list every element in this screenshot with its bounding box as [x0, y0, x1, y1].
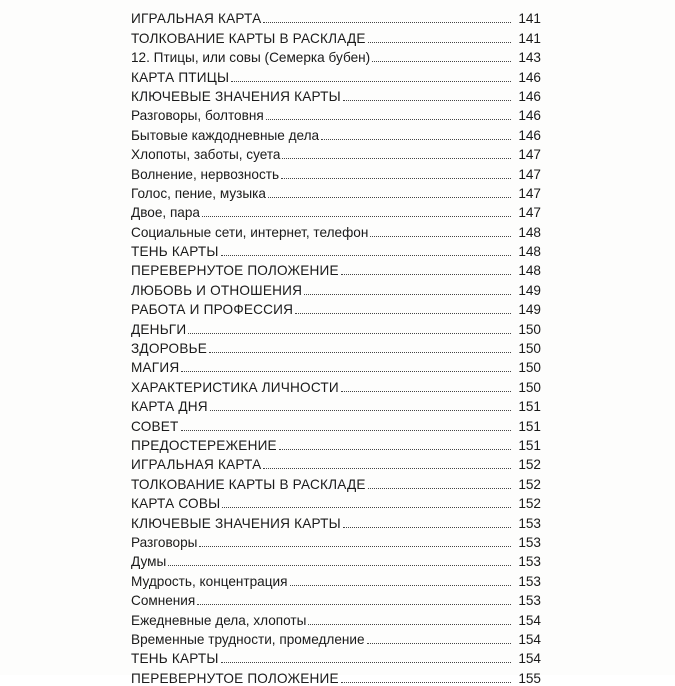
- toc-entry-title: ПРЕДОСТЕРЕЖЕНИЕ: [131, 437, 277, 453]
- toc-dot-leader: [263, 467, 511, 469]
- toc-dot-leader: [321, 138, 511, 140]
- toc-entry-title: КАРТА ПТИЦЫ: [131, 69, 230, 85]
- toc-entry: [131, 492, 541, 511]
- toc-dot-leader: [209, 351, 511, 353]
- toc-dot-leader: [202, 215, 511, 217]
- toc-entry-page-number: 150: [518, 321, 541, 337]
- toc-entry-page-number: 146: [518, 88, 541, 104]
- toc-entry: [131, 162, 541, 181]
- toc-dot-leader: [341, 681, 511, 683]
- toc-entry-page-number: 152: [518, 476, 541, 492]
- toc-dot-leader: [188, 332, 511, 334]
- toc-dot-leader: [199, 545, 511, 547]
- toc-entry-title: КЛЮЧЕВЫЕ ЗНАЧЕНИЯ КАРТЫ: [131, 515, 341, 531]
- toc-entry-title: 12. Птицы, или совы (Семерка бубен): [131, 50, 371, 66]
- toc-entry-title: ИГРАЛЬНАЯ КАРТА: [131, 457, 262, 473]
- toc-dot-leader: [282, 157, 511, 159]
- toc-entry: [131, 298, 541, 317]
- toc-entry-title: ХАРАКТЕРИСТИКА ЛИЧНОСТИ: [131, 379, 339, 395]
- toc-entry-title: РАБОТА И ПРОФЕССИЯ: [131, 302, 294, 318]
- toc-entry: [131, 143, 541, 162]
- toc-dot-leader: [221, 661, 511, 663]
- toc-entry: [131, 434, 541, 453]
- toc-entry: [131, 26, 541, 45]
- toc-entry: [131, 647, 541, 666]
- toc-dot-leader: [343, 526, 511, 528]
- toc-entry-title: Мудрость, концентрация: [131, 573, 288, 589]
- toc-entry: [131, 182, 541, 201]
- toc-entry-page-number: 149: [518, 302, 541, 318]
- toc-entry: [131, 589, 541, 608]
- toc-entry-title: Думы: [131, 554, 167, 570]
- toc-entry-title: Двое, пара: [131, 205, 200, 221]
- toc-entry-title: ПЕРЕВЕРНУТОЕ ПОЛОЖЕНИЕ: [131, 670, 339, 686]
- toc-entry-page-number: 154: [518, 612, 541, 628]
- toc-dot-leader: [266, 118, 511, 120]
- toc-entry: [131, 337, 541, 356]
- toc-entry-page-number: 154: [518, 631, 541, 647]
- toc-entry-page-number: 141: [518, 30, 541, 46]
- toc-entry-page-number: 150: [518, 341, 541, 357]
- toc-entry-page-number: 147: [518, 147, 541, 163]
- toc-entry-title: КЛЮЧЕВЫЕ ЗНАЧЕНИЯ КАРТЫ: [131, 88, 341, 104]
- toc-entry-page-number: 151: [518, 399, 541, 415]
- toc-entry-title: Голос, пение, музыка: [131, 185, 266, 201]
- toc-dot-leader: [367, 642, 511, 644]
- toc-dot-leader: [263, 21, 511, 23]
- toc-entry-title: ТЕНЬ КАРТЫ: [131, 651, 219, 667]
- toc-dot-leader: [181, 429, 511, 431]
- toc-entry: [131, 65, 541, 84]
- toc-entry-page-number: 147: [518, 185, 541, 201]
- toc-entry-title: ТЕНЬ КАРТЫ: [131, 244, 219, 260]
- toc-entry-title: Ежедневные дела, хлопоты: [131, 612, 307, 628]
- toc-entry-page-number: 153: [518, 573, 541, 589]
- toc-entry-page-number: 152: [518, 496, 541, 512]
- table-of-contents: [131, 7, 541, 686]
- toc-entry-page-number: 148: [518, 224, 541, 240]
- toc-dot-leader: [281, 177, 511, 179]
- toc-dot-leader: [368, 41, 511, 43]
- toc-entry-page-number: 149: [518, 282, 541, 298]
- toc-entry: [131, 453, 541, 472]
- toc-entry: [131, 240, 541, 259]
- toc-entry: [131, 531, 541, 550]
- toc-dot-leader: [210, 409, 511, 411]
- toc-dot-leader: [168, 564, 511, 566]
- toc-entry-title: Хлопоты, заботы, суета: [131, 147, 281, 163]
- toc-entry-title: СОВЕТ: [131, 418, 179, 434]
- toc-entry-page-number: 141: [518, 11, 541, 27]
- toc-entry: [131, 666, 541, 685]
- toc-entry-title: ТОЛКОВАНИЕ КАРТЫ В РАСКЛАДЕ: [131, 30, 366, 46]
- toc-entry-title: Сомнения: [131, 593, 196, 609]
- toc-dot-leader: [295, 312, 511, 314]
- toc-entry: [131, 123, 541, 142]
- toc-entry-page-number: 146: [518, 127, 541, 143]
- toc-entry-page-number: 150: [518, 379, 541, 395]
- toc-dot-leader: [222, 506, 511, 508]
- toc-dot-leader: [290, 584, 512, 586]
- toc-dot-leader: [343, 99, 511, 101]
- toc-entry: [131, 375, 541, 394]
- toc-entry-page-number: 150: [518, 360, 541, 376]
- toc-entry-title: КАРТА СОВЫ: [131, 496, 221, 512]
- toc-entry: [131, 550, 541, 569]
- toc-entry-title: ПЕРЕВЕРНУТОЕ ПОЛОЖЕНИЕ: [131, 263, 339, 279]
- toc-entry-title: ЛЮБОВЬ И ОТНОШЕНИЯ: [131, 282, 303, 298]
- toc-entry-page-number: 148: [518, 244, 541, 260]
- toc-dot-leader: [372, 60, 511, 62]
- toc-entry-title: Бытовые каждодневные дела: [131, 127, 320, 143]
- toc-entry-title: ДЕНЬГИ: [131, 321, 187, 337]
- toc-entry-page-number: 151: [518, 418, 541, 434]
- toc-entry: [131, 46, 541, 65]
- toc-entry-title: ЗДОРОВЬЕ: [131, 341, 207, 357]
- toc-entry-title: Социальные сети, интернет, телефон: [131, 224, 369, 240]
- toc-entry-page-number: 148: [518, 263, 541, 279]
- toc-entry-title: ТОЛКОВАНИЕ КАРТЫ В РАСКЛАДЕ: [131, 476, 366, 492]
- toc-dot-leader: [370, 235, 511, 237]
- toc-dot-leader: [368, 487, 511, 489]
- toc-entry-title: Временные трудности, промедление: [131, 631, 365, 647]
- toc-entry: [131, 85, 541, 104]
- toc-entry: [131, 608, 541, 627]
- toc-entry-title: ИГРАЛЬНАЯ КАРТА: [131, 11, 262, 27]
- toc-dot-leader: [279, 448, 511, 450]
- toc-entry-page-number: 155: [518, 670, 541, 686]
- toc-entry-page-number: 143: [518, 50, 541, 66]
- toc-entry-page-number: 146: [518, 69, 541, 85]
- toc-dot-leader: [341, 273, 511, 275]
- toc-entry-title: МАГИЯ: [131, 360, 180, 376]
- toc-entry: [131, 414, 541, 433]
- toc-entry-page-number: 152: [518, 457, 541, 473]
- toc-entry-page-number: 146: [518, 108, 541, 124]
- toc-entry: [131, 569, 541, 588]
- toc-dot-leader: [304, 293, 511, 295]
- toc-dot-leader: [268, 196, 511, 198]
- toc-entry-title: Разговоры, болтовня: [131, 108, 264, 124]
- toc-entry-title: Волнение, нервозность: [131, 166, 280, 182]
- toc-entry-page-number: 154: [518, 651, 541, 667]
- toc-entry: [131, 472, 541, 491]
- toc-entry: [131, 511, 541, 530]
- toc-entry-page-number: 147: [518, 205, 541, 221]
- toc-entry-page-number: 147: [518, 166, 541, 182]
- toc-entry-page-number: 153: [518, 554, 541, 570]
- toc-entry: [131, 201, 541, 220]
- toc-entry: [131, 104, 541, 123]
- toc-entry-title: Разговоры: [131, 534, 198, 550]
- toc-entry-page-number: 153: [518, 534, 541, 550]
- toc-dot-leader: [181, 370, 511, 372]
- toc-dot-leader: [341, 390, 511, 392]
- toc-dot-leader: [197, 603, 511, 605]
- toc-entry: [131, 278, 541, 297]
- toc-dot-leader: [221, 254, 511, 256]
- toc-entry: [131, 317, 541, 336]
- toc-entry: [131, 395, 541, 414]
- toc-entry: [131, 628, 541, 647]
- toc-dot-leader: [231, 80, 511, 82]
- toc-entry: [131, 356, 541, 375]
- toc-entry-title: КАРТА ДНЯ: [131, 399, 208, 415]
- toc-entry: [131, 259, 541, 278]
- toc-entry-page-number: 151: [518, 437, 541, 453]
- toc-dot-leader: [308, 623, 511, 625]
- toc-entry: [131, 7, 541, 26]
- toc-entry-page-number: 153: [518, 593, 541, 609]
- toc-entry-page-number: 153: [518, 515, 541, 531]
- toc-entry: [131, 220, 541, 239]
